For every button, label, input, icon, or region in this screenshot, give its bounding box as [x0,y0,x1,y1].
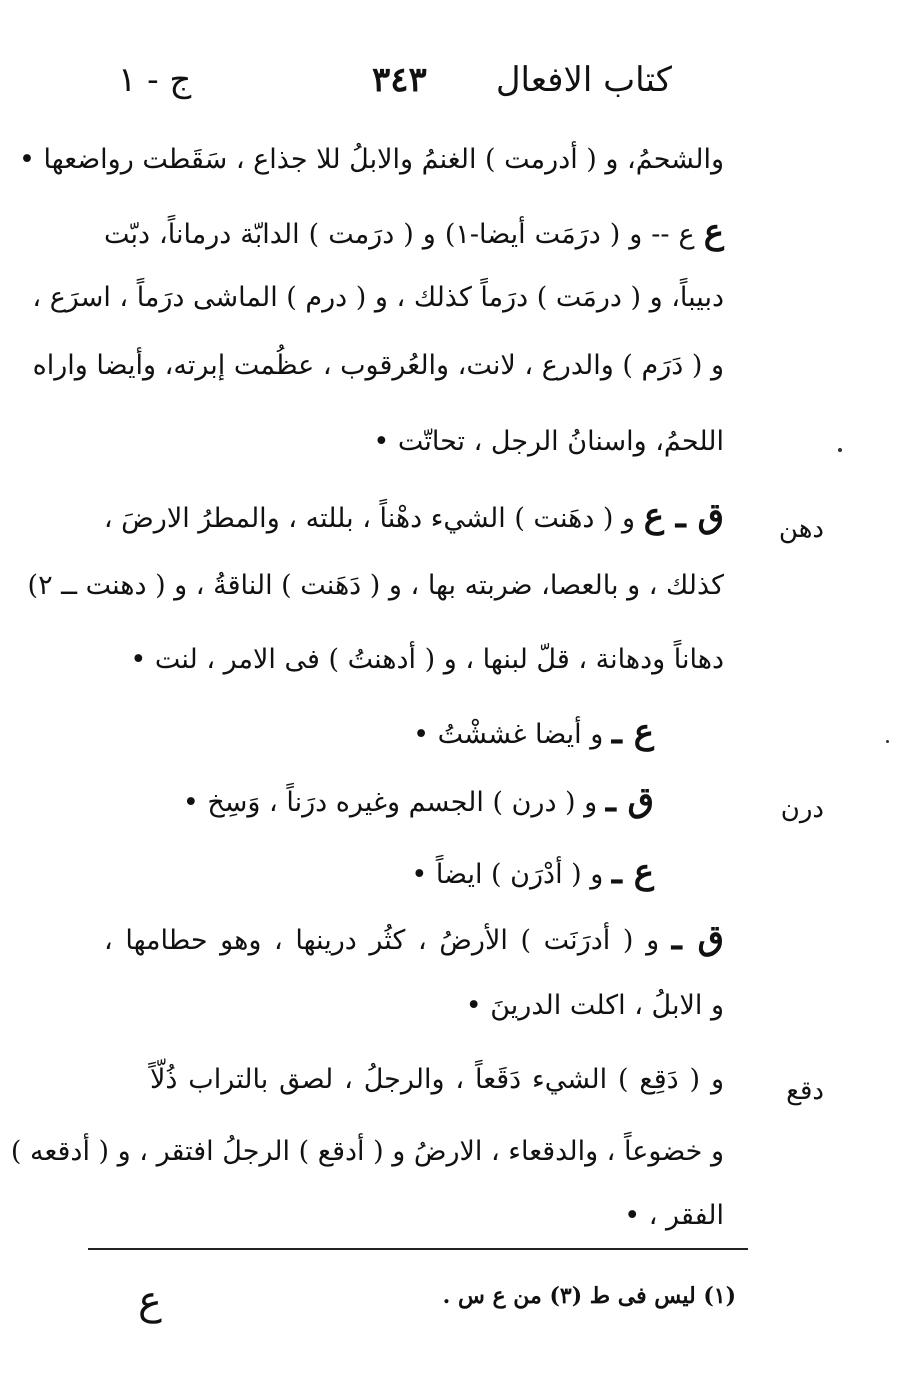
text-line-2 [104,212,724,255]
text-line-3: دبيباً، و ( درمَت ) درَماً كذلك ، و ( درم ) الماشى درَماً ، اسرَع ، [32,282,724,313]
signature-mark: ع [138,1278,162,1324]
text-line-7: كذلك ، و بالعصا، ضربته بها ، و ( دَهَنت ) الناقةُ ، و ( دهنت ــ ٢) [27,570,724,601]
root-daran: درن [780,794,824,824]
footnote-divider [88,1248,748,1250]
marker-qaf: ق ـ [605,780,654,820]
text-line-12 [104,918,724,961]
marker-qaf-2: ق ـ [671,918,724,958]
book-title: كتاب الافعال [495,60,672,100]
root-dahan: دهن [778,514,824,544]
marker-ain-2: ع ـ [611,712,654,752]
text-line-6-body: و ( دهَنت ) الشيء دهْناً ، بللته ، والمطرُ الارضَ ، [103,503,636,534]
margin-speck-2 [886,740,889,743]
text-line-9 [413,712,654,755]
text-line-11-body: و ( أدْرَن ) ايضاً • [411,859,604,890]
text-line-10 [183,780,654,823]
text-line-6 [104,496,724,539]
text-line-15: و خضوعاً ، والدقعاء ، الارضُ و ( أدقع ) الرجلُ افتقر ، و ( أدقعه ) [10,1136,724,1167]
text-line-8: دهاناً ودهانة ، قلّ لبنها ، و ( أدهنتُ ) فى الامر ، لنت • [130,644,724,675]
text-line-5: اللحمُ، واسنانُ الرجل ، تحاتّت • [373,426,724,457]
footnote: (١) ليس فى ط (٣) من ع س . [442,1283,736,1309]
marker-qaf-ain: ق ـ ع [643,496,724,536]
text-line-12-body: و ( أدرَنَت ) الأرضُ ، كثُر درينها ، وهو حطامها ، [104,925,660,956]
margin-speck [838,448,842,452]
text-line-13: و الابلُ ، اكلت الدرينَ • [465,990,724,1021]
root-daqa: دقع [786,1076,824,1106]
text-line-4: و ( دَرَم ) والدرع ، لانت، والعُرقوب ، عظُمت إبرته، وأيضا واراه [32,350,724,381]
text-line-14: و ( دَقِع ) الشيء دَقَعاً ، والرجلُ ، لصق بالتراب ذُلّاً [150,1064,724,1095]
volume-label: ج - ١ [118,60,192,100]
text-line-11 [411,852,654,895]
text-line-1: والشحمُ، و ( أدرمت ) الغنمُ والابلُ للا جذاع ، سَقَطت رواضعها • [19,144,724,175]
text-line-16: الفقر ، • [624,1200,724,1231]
marker-ain: ع [703,212,724,252]
text-line-10-body: و ( درن ) الجسم وغيره درَناً ، وَسِخ • [182,787,598,818]
page-number: ٣٤٣ [372,60,427,100]
marker-ain-3: ع ـ [611,852,654,892]
text-line-9-body: و أيضا غششْتُ • [413,719,604,750]
text-line-2-body: ع -- و ( درَمَت أيضا-١) و ( درَمت ) الدابّة درماناً، دبّت [104,219,695,250]
